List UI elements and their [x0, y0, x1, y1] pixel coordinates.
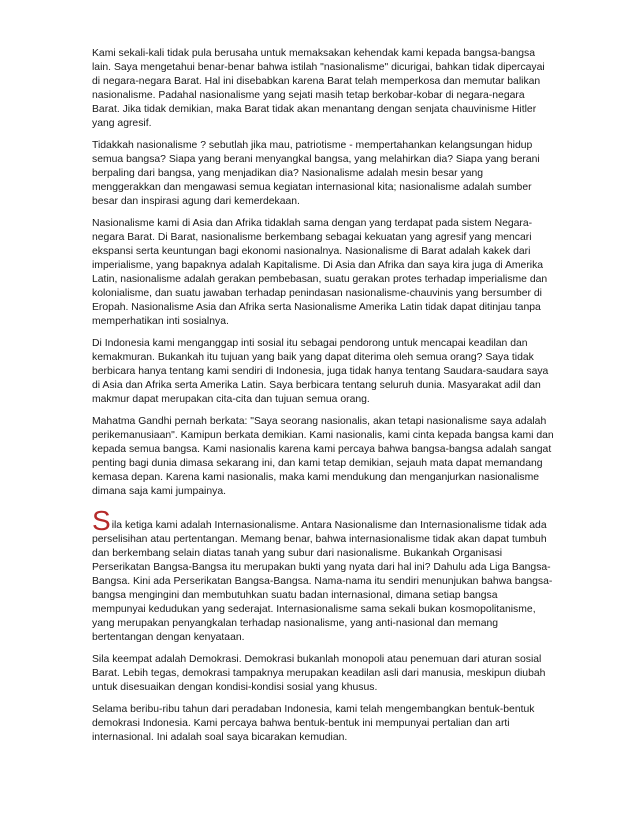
drop-cap-initial: S: [92, 505, 111, 536]
paragraph-5: Mahatma Gandhi pernah berkata: "Saya seorang nasionalis, akan tetapi nasionalisme saya adalah perikemanusiaan". Kamipun berkata demikian. Kami nasionalis, kami cinta kepada bangsa kami dan kepada semua bangsa. Kami nasionalis karena kami percaya bahwa bangsa-bangsa adalah sangat penting bagi dunia dimasa sekarang ini, dan kami tetap demikian, sejauh mata dapat memandang kemasa depan. Karena kami nasionalis, maka kami mendukung dan menganjurkan nasionalisme dimana saja kami jumpainya.: [92, 416, 554, 497]
paragraph-8: Selama beribu-ribu tahun dari peradaban Indonesia, kami telah mengembangkan bentuk-bentuk demokrasi Indonesia. Kami percaya bahwa bentuk-bentuk ini mempunyai pertalian dan arti internasional. Ini adalah soal saya bicarakan kemudian.: [92, 704, 535, 743]
paragraph-4: Di Indonesia kami menganggap inti sosial itu sebagai pendorong untuk mencapai keadilan dan kemakmuran. Bukankah itu tujuan yang baik yang dapat diterima oleh semua orang? Saya tidak berbicara hanya tentang kami sendiri di Indonesia, juga tidak hanya tentang Saudara-saudara saya di Asia dan Afrika serta Amerika Latin. Saya berbicara tentang seluruh dunia. Masyarakat adil dan makmur dapat merupakan cita-cita dan tujuan semua orang.: [92, 338, 549, 405]
paragraph-3: Nasionalisme kami di Asia dan Afrika tidaklah sama dengan yang terdapat pada sistem Negara-negara Barat. Di Barat, nasionalisme berkembang sebagai kekuatan yang agresif yang mencari ekspansi serta keuntungan bagi ekonomi nasionalnya. Nasionalisme di Barat adalah kakek dari imperialisme, yang bapaknya adalah Kapitalisme. Di Asia dan Afrika dan saya kira juga di Amerika Latin, nasionalisme adalah gerakan pembebasan, suatu gerakan protes terhadap imperialisme dan kolonialisme, dan suatu jawaban terhadap penindasan nasionalisme-chauvinis yang bersumber di Eropah. Nasionalisme Asia dan Afrika serta Nasionalisme Amerika Latin tidak dapat ditinjau tanpa memperhatikan inti sosialnya.: [92, 218, 548, 327]
paragraph-6: [92, 505, 554, 645]
paragraph-1: Kami sekali-kali tidak pula berusaha untuk memaksakan kehendak kami kepada bangsa-bangsa lain. Saya mengetahui benar-benar bahwa istilah "nasionalisme" dicurigai, bahkan tidak dipercayai di negara-negara Barat. Hal ini disebabkan karena Barat telah memperkosa dan memutar balikan nasionalisme. Padahal nasionalisme yang sejati masih tetap berkobar-kobar di negara-negara Barat. Jika tidak demikian, maka Barat tidak akan menantang dengan senjata chauvinisme Hitler yang agresif.: [92, 48, 545, 129]
document-page: [92, 47, 554, 745]
paragraph-7: Sila keempat adalah Demokrasi. Demokrasi bukanlah monopoli atau penemuan dari aturan sosial Barat. Lebih tegas, demokrasi tampaknya merupakan keadilan asli dari manusia, meskipun diubah untuk disesuaikan dengan kondisi-kondisi sosial yang khusus.: [92, 654, 546, 693]
paragraph-2: Tidakkah nasionalisme ? sebutlah jika mau, patriotisme - mempertahankan kelangsungan hidup semua bangsa? Siapa yang berani menyangkal bangsa, yang melahirkan dia? Siapa yang berani berpaling dari bangsa, yang menjadikan dia? Nasionalisme adalah mesin besar yang menggerakkan dan mengawasi semua kegiatan internasional kita; nasionalisme adalah sumber besar dan inspirasi agung dari kemerdekaan.: [92, 140, 540, 207]
paragraph-6-text: ila ketiga kami adalah Internasionalisme. Antara Nasionalisme dan Internasionalisme tidak ada perselisihan atau pertentangan. Memang benar, bahwa internasionalisme tidak akan dapat tumbuh dan berkembang selain diatas tanah yang subur dari nasionalisme. Bukankah Organisasi Perserikatan Bangsa-Bangsa itu merupakan bukti yang nyata dari hal ini? Dahulu ada Liga Bangsa-Bangsa. Kini ada Perserikatan Bangsa-Bangsa. Nama-nama itu sendiri menunjukan bahwa bangsa-bangsa mengingini dan membutuhkan suatu badan internasional, dimana setiap bangsa mempunyai kedudukan yang sederajat. Internasionalisme sama sekali bukan kosmopolitanisme, yang merupakan penyangkalan terhadap nasionalisme, yang anti-nasional dan memang bertentangan dengan kenyataan.: [92, 520, 553, 643]
